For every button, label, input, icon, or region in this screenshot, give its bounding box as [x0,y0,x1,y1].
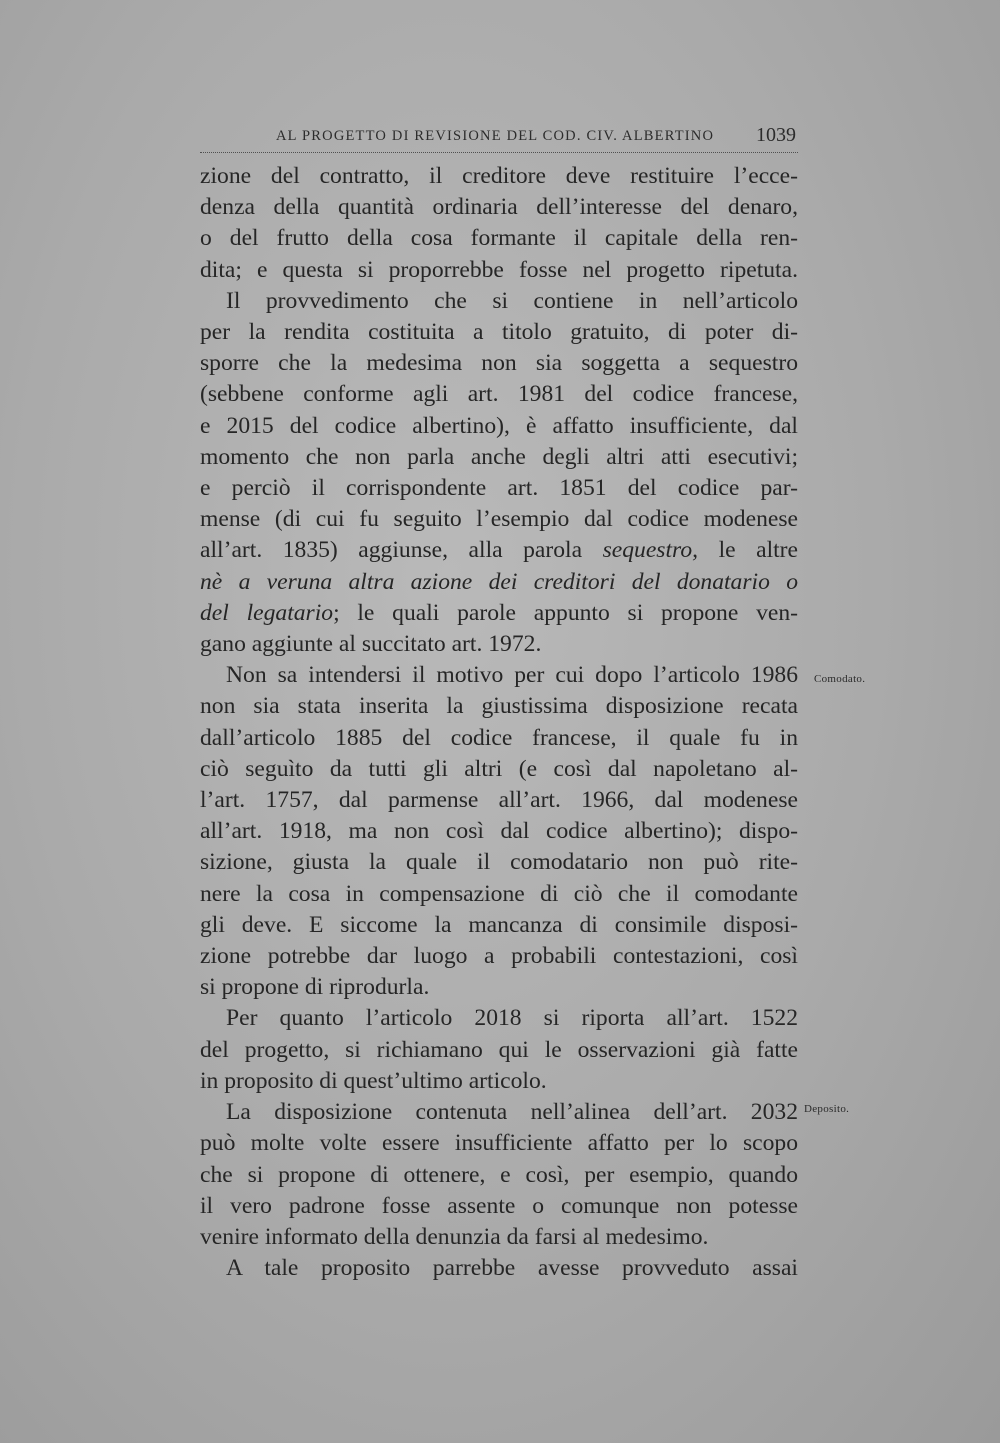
text-line: zione del contratto, il creditore deve restituire l’ecce- [200,163,798,189]
text-line: non sia stata inserita la giustissima disposizione recata [200,693,798,720]
text-line: gli deve. E siccome la mancanza di consimile disposi- [200,911,798,938]
text-line: si propone di riprodurla. [200,974,430,1001]
italic-line: nè a veruna altra azione dei creditori del donatario o [200,568,798,595]
paragraph-start-line: La disposizione contenuta nell’alinea dell’art. 2032 [226,1099,798,1126]
text-line: ciò seguìto da tutti gli altri (e così dal napoletano al- [200,755,798,782]
text-segment: le altre [718,537,799,564]
text-line: venire informato della denunzia da farsi al medesimo. [200,1223,709,1250]
text-line: (sebbene conforme agli art. 1981 del codice francese, [200,381,798,408]
italic-segment: del legatario [200,599,334,626]
text-line: e perciò il corrispondente art. 1851 del codice par- [200,475,798,502]
running-title: AL PROGETTO DI REVISIONE DEL COD. CIV. ALBERTINO [276,128,715,144]
text-line: all’art. 1918, ma non così dal codice albertino); dispo- [200,818,798,845]
text-line: nere la cosa in compensazione di ciò che il comodante [200,880,798,907]
text-line: e 2015 del codice albertino), è affatto insufficiente, dal [200,412,798,439]
text-line: o del frutto della cosa formante il capitale della ren- [200,225,798,252]
text-line: gano aggiunte al succitato art. 1972. [200,631,542,658]
text-line: in proposito di quest’ultimo articolo. [200,1067,547,1094]
text-line: il vero padrone fosse assente o comunque non potesse [200,1192,798,1219]
text-line: per la rendita costituita a titolo gratuito, di poter di- [200,319,798,346]
text-line: denza della quantità ordinaria dell’interesse del denaro, [200,194,798,221]
text-line: può molte volte essere insufficiente affatto per lo scopo [200,1130,798,1157]
page-number: 1039 [756,124,796,146]
text-line: momento che non parla anche degli altri atti esecutivi; [200,443,798,470]
text-line: zione potrebbe dar luogo a probabili contestazioni, così [200,943,798,970]
text-line-mixed [200,598,798,629]
text-line: sporre che la medesima non sia soggetta a sequestro [200,350,798,377]
header-rule [200,152,798,153]
text-line: che si propone di ottenere, e così, per esempio, quando [200,1161,798,1188]
text-line: l’art. 1757, dal parmense all’art. 1966, dal modenese [200,787,798,814]
text-line: mense (di cui fu seguito l’esempio dal codice modenese [200,506,798,533]
text-line: del progetto, si richiamano qui le osservazioni già fatte [200,1036,798,1063]
text-line-mixed [200,535,798,566]
body-text [200,161,798,1284]
text-line: sizione, giusta la quale il comodatario non può rite- [200,849,798,876]
paragraph-start-line: Non sa intendersi il motivo per cui dopo l’articolo 1986 [226,662,798,689]
text-line: dall’articolo 1885 del codice francese, il quale fu in [200,724,798,751]
margin-note-comodato: Comodato. [814,673,866,685]
text-line: dita; e questa si proporrebbe fosse nel progetto ripetuta. [200,256,798,283]
margin-note-deposito: Deposito. [804,1103,850,1115]
paragraph-start-line: Per quanto l’articolo 2018 si riporta all’art. 1522 [226,1005,798,1032]
paragraph-start-line: Il provvedimento che si contiene in nell’articolo [226,287,798,314]
text-segment: ; le quali parole appunto si propone ven- [333,599,798,626]
italic-segment: sequestro, [602,537,699,564]
text-segment: all’art. 1835) aggiunse, alla parola [200,537,583,564]
paragraph-start-line: A tale proposito parrebbe avesse provveduto assai [226,1255,798,1282]
